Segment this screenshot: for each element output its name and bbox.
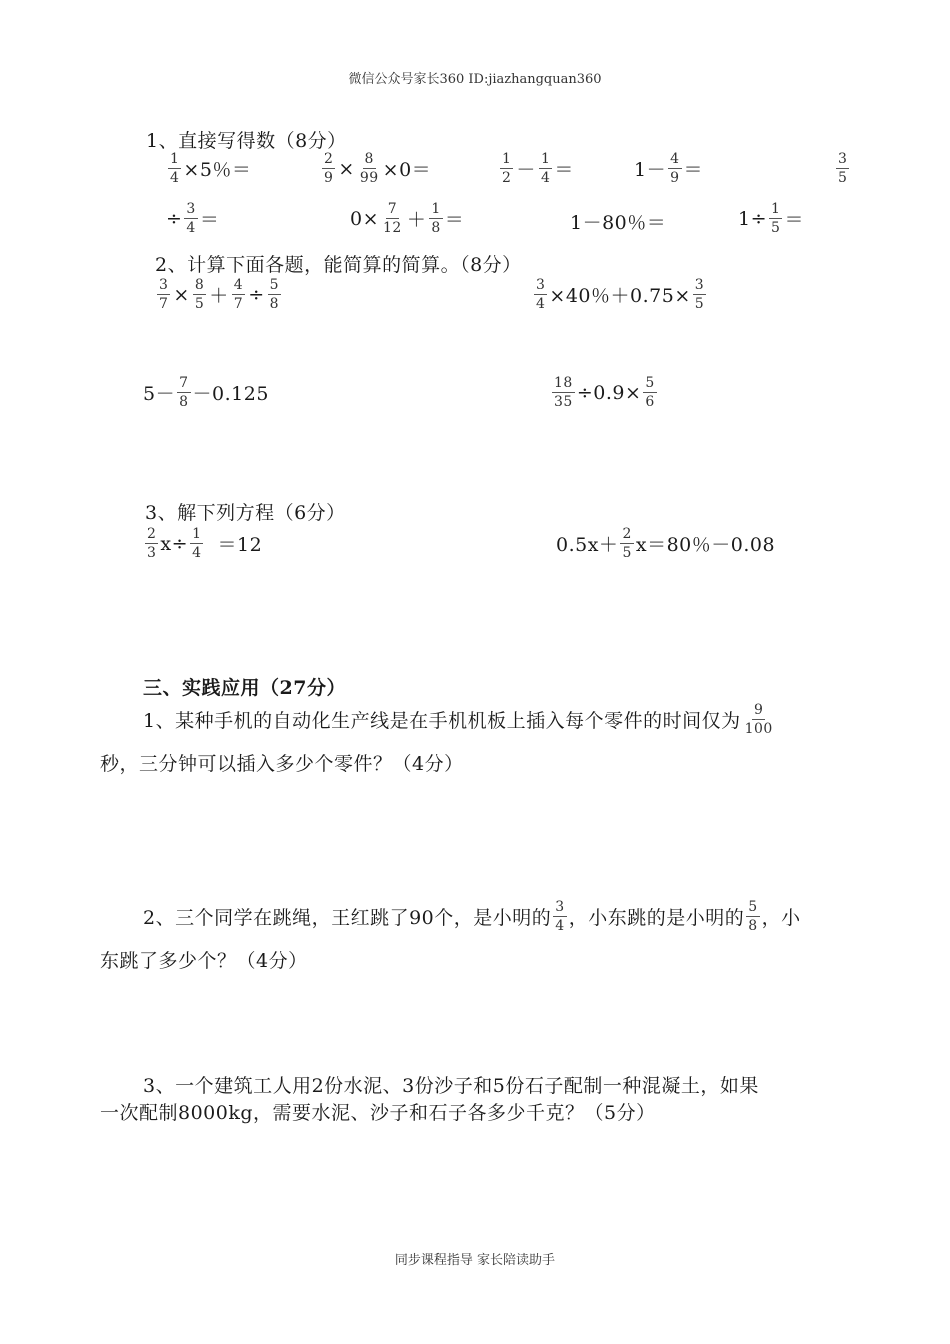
fraction <box>643 376 656 409</box>
fraction <box>429 202 442 235</box>
expr-text: －0.125 <box>192 383 269 405</box>
problem-1-6 <box>166 202 219 235</box>
denominator: 5 <box>694 296 705 312</box>
word-problem-2-line2: 东跳了多少个？（4分） <box>100 950 308 972</box>
denominator: 8 <box>748 918 758 934</box>
expr-text: 1÷ <box>738 207 768 230</box>
page-header: 微信公众号家长360 ID:jiazhangquan360 <box>348 72 602 87</box>
numerator: 2 <box>622 526 632 542</box>
problem-1-2 <box>320 152 431 185</box>
denominator: 8 <box>179 394 189 410</box>
numerator: 5 <box>748 899 758 915</box>
denominator: 4 <box>192 545 202 561</box>
denominator: 12 <box>383 220 402 236</box>
expr-text: ＝ <box>199 209 220 231</box>
denominator: 7 <box>159 296 169 312</box>
operator: ÷ <box>248 283 265 306</box>
section3-title: 3、解下列方程（6分） <box>145 502 346 524</box>
fraction <box>746 900 759 933</box>
problem-1-3 <box>498 152 574 185</box>
expr-text: ＝ <box>784 209 804 231</box>
expr-text: ÷ <box>166 207 183 230</box>
expr-text: ＝12 <box>217 534 263 556</box>
expr-text: ×40％＋0.75× <box>549 285 691 307</box>
denominator: 9 <box>670 170 680 186</box>
operator: ＋ <box>209 285 229 307</box>
expr-text: 5－ <box>143 383 176 405</box>
problem-1-8: 1－80％＝ <box>570 212 667 234</box>
expr-text: 1－ <box>634 159 667 181</box>
denominator: 100 <box>744 721 773 737</box>
word-problem-1-line2: 秒，三分钟可以插入多少个零件？（4分） <box>100 753 464 775</box>
numerator: 1 <box>431 201 441 217</box>
numerator: 7 <box>179 375 189 391</box>
fraction <box>743 703 775 736</box>
denominator: 5 <box>622 545 632 561</box>
problem-1-5 <box>834 152 851 185</box>
calc-2 <box>532 278 708 311</box>
expr-text: ＝ <box>683 159 704 181</box>
fraction <box>534 278 547 311</box>
denominator: 4 <box>555 918 565 934</box>
expr-text: x÷ <box>160 532 189 555</box>
word-problem-3-line1: 3、一个建筑工人用2份水泥、3份沙子和5份石子配制一种混凝土，如果 <box>143 1075 759 1097</box>
numerator: 1 <box>192 526 202 542</box>
fraction <box>693 278 706 311</box>
numerator: 3 <box>159 277 169 293</box>
denominator: 3 <box>147 545 157 561</box>
word-problem-3-line2: 一次配制8000kg，需要水泥、沙子和石子各多少千克？（5分） <box>100 1102 656 1124</box>
fraction <box>322 152 335 185</box>
numerator: 5 <box>269 277 280 293</box>
fraction <box>620 527 633 560</box>
expr-text: x＝80％－0.08 <box>635 534 776 556</box>
numerator: 5 <box>645 375 655 391</box>
fraction <box>500 152 513 185</box>
fraction <box>193 278 206 311</box>
fraction <box>668 152 681 185</box>
fraction <box>157 278 170 311</box>
numerator: 7 <box>387 201 398 217</box>
page-footer: 同步课程指导 家长陪读助手 <box>394 1253 556 1268</box>
calc-3 <box>143 376 269 409</box>
practice-title: 三、实践应用（27分） <box>143 677 346 699</box>
numerator: 8 <box>364 151 374 167</box>
equation-2 <box>556 527 775 560</box>
denominator: 4 <box>536 296 546 312</box>
numerator: 4 <box>670 151 680 167</box>
word-problem-1-line1 <box>143 703 777 736</box>
fraction <box>381 202 404 235</box>
operator: × <box>173 283 190 306</box>
expr-text: 0.5x＋ <box>556 534 619 556</box>
fraction <box>232 278 245 311</box>
numerator: 2 <box>147 526 157 542</box>
fraction <box>145 527 158 560</box>
denominator: 5 <box>771 220 781 236</box>
section2-title: 2、计算下面各题，能简算的简算。（8分） <box>155 254 522 276</box>
operator: × <box>338 157 355 180</box>
denominator: 4 <box>540 170 551 186</box>
denominator: 35 <box>554 394 573 410</box>
fraction <box>358 152 381 185</box>
expr-text: ÷0.9× <box>576 381 642 404</box>
denominator: 99 <box>359 170 379 186</box>
problem-text: ，小东跳的是小明的 <box>568 907 745 929</box>
denominator: 2 <box>502 170 512 186</box>
expr-text: ＝ <box>554 159 574 181</box>
denominator: 4 <box>186 220 196 236</box>
numerator: 1 <box>771 201 781 217</box>
denominator: 8 <box>431 220 441 236</box>
denominator: 9 <box>324 170 334 186</box>
fraction <box>539 152 552 185</box>
section1-title: 1、直接写得数（8分） <box>146 130 347 152</box>
numerator: 1 <box>540 151 551 167</box>
problem-text: 2、三个同学在跳绳，王红跳了90个，是小明的 <box>143 907 552 929</box>
numerator: 3 <box>694 277 705 293</box>
numerator: 8 <box>194 277 205 293</box>
numerator: 9 <box>754 702 764 718</box>
denominator: 5 <box>838 170 848 186</box>
fraction <box>268 278 281 311</box>
expr-text: ×0＝ <box>382 159 432 181</box>
word-problem-2-line1 <box>143 900 801 933</box>
numerator: 3 <box>186 201 196 217</box>
fraction <box>190 527 203 560</box>
calc-1 <box>155 278 283 311</box>
numerator: 3 <box>838 151 848 167</box>
fraction <box>769 202 782 235</box>
denominator: 7 <box>233 296 244 312</box>
numerator: 18 <box>554 375 573 391</box>
operator: ＋ <box>406 209 427 231</box>
numerator: 3 <box>536 277 546 293</box>
numerator: 2 <box>324 151 334 167</box>
denominator: 5 <box>194 296 205 312</box>
expr-text: ×5％＝ <box>183 159 252 181</box>
denominator: 4 <box>170 170 180 186</box>
fraction <box>553 900 566 933</box>
denominator: 8 <box>269 296 280 312</box>
problem-1-4 <box>634 152 703 185</box>
expr-text: 0× <box>350 207 380 230</box>
problem-text: 1、某种手机的自动化生产线是在手机机板上插入每个零件的时间仅为 <box>143 710 741 732</box>
fraction <box>184 202 197 235</box>
fraction <box>177 376 190 409</box>
problem-text: ，小 <box>761 907 801 929</box>
problem-1-9 <box>738 202 804 235</box>
equation-1 <box>143 527 262 560</box>
fraction <box>168 152 181 185</box>
denominator: 6 <box>645 394 655 410</box>
numerator: 1 <box>502 151 512 167</box>
fraction <box>552 376 575 409</box>
numerator: 1 <box>170 151 180 167</box>
numerator: 3 <box>555 899 565 915</box>
problem-1-1 <box>166 152 251 185</box>
numerator: 4 <box>233 277 244 293</box>
expr-text: ＝ <box>444 209 465 231</box>
calc-4 <box>550 376 659 409</box>
fraction <box>836 152 849 185</box>
operator: － <box>516 159 536 181</box>
problem-1-7 <box>350 202 464 235</box>
